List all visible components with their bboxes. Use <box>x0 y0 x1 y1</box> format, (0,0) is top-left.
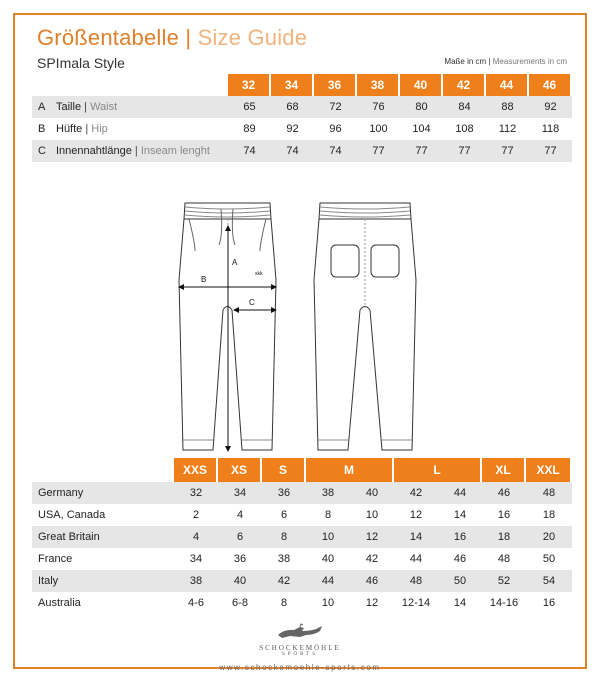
header-blank <box>32 458 174 482</box>
cell: 100 <box>357 118 400 140</box>
cell: 20 <box>526 526 572 548</box>
brand-sub: SPORTS <box>281 652 319 657</box>
cell: 14-16 <box>482 592 526 614</box>
cell: 46 <box>482 482 526 504</box>
cell: 68 <box>271 96 314 118</box>
cell: 84 <box>443 96 486 118</box>
size-header: XXS <box>174 458 218 482</box>
arrow-left-icon <box>233 307 239 313</box>
cell: 8 <box>262 526 306 548</box>
size-header: XS <box>218 458 262 482</box>
cell: 14 <box>438 504 482 526</box>
cell: 76 <box>357 96 400 118</box>
row-letter: B <box>38 123 46 135</box>
cell: 92 <box>271 118 314 140</box>
conversion-row-france <box>32 548 572 570</box>
cell: 38 <box>174 570 218 592</box>
cell: 40 <box>218 570 262 592</box>
cell: 42 <box>394 482 438 504</box>
size-header: 44 <box>486 74 529 96</box>
label-en: Hip <box>91 123 108 135</box>
cell: 6-8 <box>218 592 262 614</box>
brand-name: SCHOCKEMÖHLE <box>259 644 341 652</box>
cell: 72 <box>314 96 357 118</box>
cell: 74 <box>271 140 314 162</box>
cell: 4-6 <box>174 592 218 614</box>
pants-illustration <box>165 195 435 455</box>
cell: 10 <box>350 504 394 526</box>
cell: 6 <box>218 526 262 548</box>
size-header: 32 <box>228 74 271 96</box>
cell: 32 <box>174 482 218 504</box>
label-en: Inseam lenght <box>140 145 210 157</box>
cell: 36 <box>262 482 306 504</box>
cell: 77 <box>486 140 529 162</box>
size-guide-frame <box>13 13 587 672</box>
label-de: Hüfte <box>56 123 83 135</box>
measurement-row-hip <box>32 118 572 140</box>
row-label: A Taille | Waist <box>32 96 228 118</box>
cell: 74 <box>314 140 357 162</box>
size-header: 36 <box>314 74 357 96</box>
cell: 108 <box>443 118 486 140</box>
cell: 52 <box>482 570 526 592</box>
cell: 8 <box>306 504 350 526</box>
measurement-row-waist <box>32 96 572 118</box>
cell: 12-14 <box>394 592 438 614</box>
country-label: Italy <box>32 570 174 592</box>
cell: 40 <box>306 548 350 570</box>
cell: 4 <box>218 504 262 526</box>
size-header: 34 <box>271 74 314 96</box>
size-header: 40 <box>400 74 443 96</box>
label-de: Innennahtlänge <box>56 145 132 157</box>
label-de: Taille <box>56 101 82 113</box>
cell: 14 <box>438 592 482 614</box>
conversion-row-germany <box>32 482 572 504</box>
cell: 38 <box>262 548 306 570</box>
conversion-row-australia <box>32 592 572 614</box>
cell: 10 <box>306 526 350 548</box>
brand-tag: skk <box>255 271 263 277</box>
units-separator: | <box>488 57 491 66</box>
cell: 2 <box>174 504 218 526</box>
measurement-row-inseam <box>32 140 572 162</box>
cell: 44 <box>438 482 482 504</box>
cell: 8 <box>262 592 306 614</box>
cell: 34 <box>218 482 262 504</box>
cell: 10 <box>306 592 350 614</box>
cell: 12 <box>394 504 438 526</box>
cell: 12 <box>350 592 394 614</box>
cell: 36 <box>218 548 262 570</box>
cell: 12 <box>350 526 394 548</box>
cell: 77 <box>400 140 443 162</box>
size-header: XL <box>482 458 526 482</box>
conversion-table <box>32 458 572 614</box>
row-letter: A <box>38 101 46 113</box>
arrow-right-icon <box>271 307 277 313</box>
cell: 40 <box>350 482 394 504</box>
units-note <box>444 57 567 66</box>
cell: 48 <box>482 548 526 570</box>
country-label: Germany <box>32 482 174 504</box>
arrow-up-icon <box>225 225 231 231</box>
cell: 46 <box>438 548 482 570</box>
label-c: C <box>249 298 255 307</box>
country-label: Australia <box>32 592 174 614</box>
size-header: XXL <box>526 458 572 482</box>
country-label: Great Britain <box>32 526 174 548</box>
cell: 16 <box>438 526 482 548</box>
cell: 16 <box>526 592 572 614</box>
cell: 44 <box>306 570 350 592</box>
style-name: SPImala Style <box>37 55 125 71</box>
horse-rider-icon <box>270 623 330 639</box>
size-header: M <box>306 458 394 482</box>
cell: 38 <box>306 482 350 504</box>
cell: 112 <box>486 118 529 140</box>
label-en: Waist <box>90 101 118 113</box>
conversion-row-great-britain <box>32 526 572 548</box>
country-label: USA, Canada <box>32 504 174 526</box>
row-label: C Innennahtlänge | Inseam lenght <box>32 140 228 162</box>
cell: 96 <box>314 118 357 140</box>
cell: 6 <box>262 504 306 526</box>
cell: 50 <box>526 548 572 570</box>
cell: 77 <box>443 140 486 162</box>
label-a: A <box>232 258 238 267</box>
cell: 48 <box>394 570 438 592</box>
country-label: France <box>32 548 174 570</box>
measurement-header-row <box>32 74 572 96</box>
arrow-down-icon <box>225 446 231 452</box>
size-header: S <box>262 458 306 482</box>
size-header: 42 <box>443 74 486 96</box>
conversion-row-italy <box>32 570 572 592</box>
cell: 34 <box>174 548 218 570</box>
cell: 118 <box>529 118 572 140</box>
cell: 16 <box>482 504 526 526</box>
row-label: B Hüfte | Hip <box>32 118 228 140</box>
cell: 48 <box>526 482 572 504</box>
cell: 88 <box>486 96 529 118</box>
website-link[interactable]: www.schockemoehle-sports.com <box>219 663 381 672</box>
header-blank <box>32 74 228 96</box>
size-header: 46 <box>529 74 572 96</box>
units-en: Measurements in cm <box>492 57 567 66</box>
cell: 4 <box>174 526 218 548</box>
cell: 44 <box>394 548 438 570</box>
cell: 46 <box>350 570 394 592</box>
pants-back <box>314 203 416 450</box>
measure-lines <box>180 227 275 450</box>
row-letter: C <box>38 145 46 157</box>
title-separator: | <box>185 25 192 50</box>
cell: 54 <box>526 570 572 592</box>
cell: 89 <box>228 118 271 140</box>
brand-logo <box>15 623 585 672</box>
title-en: Size Guide <box>197 25 308 50</box>
cell: 74 <box>228 140 271 162</box>
cell: 80 <box>400 96 443 118</box>
measurement-table <box>32 74 572 162</box>
cell: 50 <box>438 570 482 592</box>
units-de: Maße in cm <box>444 57 487 66</box>
conversion-row-usa <box>32 504 572 526</box>
conversion-header-row <box>32 458 572 482</box>
cell: 104 <box>400 118 443 140</box>
cell: 77 <box>529 140 572 162</box>
cell: 65 <box>228 96 271 118</box>
page-title <box>37 25 307 51</box>
size-header: 38 <box>357 74 400 96</box>
cell: 42 <box>350 548 394 570</box>
cell: 92 <box>529 96 572 118</box>
label-b: B <box>201 275 207 284</box>
cell: 77 <box>357 140 400 162</box>
cell: 18 <box>482 526 526 548</box>
cell: 18 <box>526 504 572 526</box>
title-de: Größentabelle <box>37 25 180 50</box>
size-header: L <box>394 458 482 482</box>
cell: 42 <box>262 570 306 592</box>
cell: 14 <box>394 526 438 548</box>
